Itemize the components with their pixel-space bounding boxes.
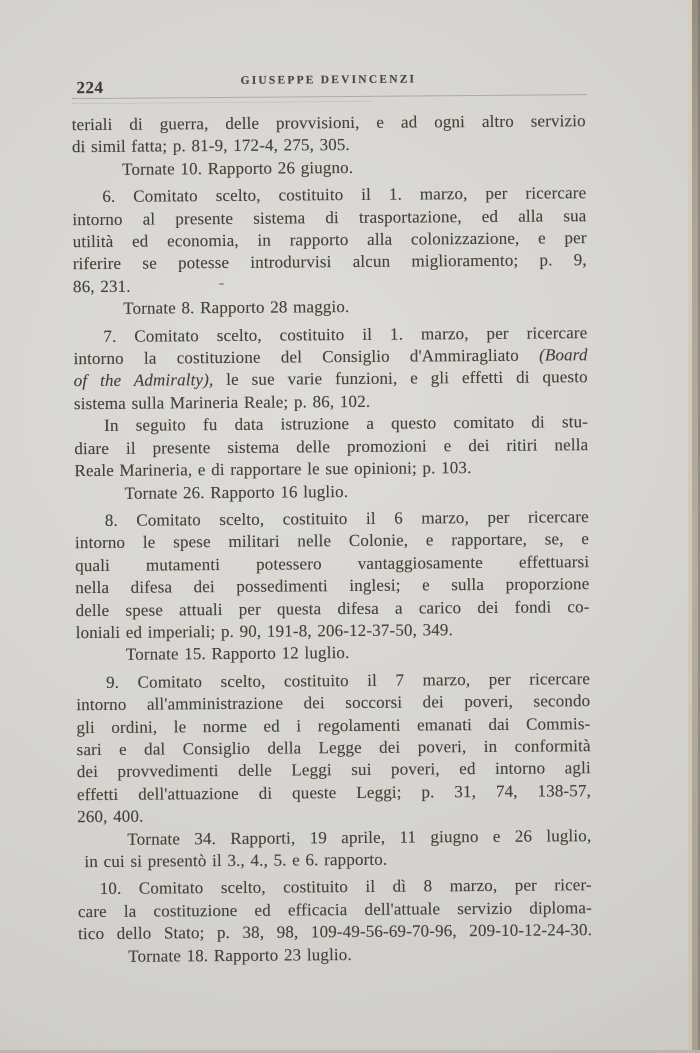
paragraph <box>73 322 588 505</box>
text-run: nella difesa dei possedimenti inglesi; e sulla proporzione <box>75 574 590 598</box>
text-run: 260, 400. <box>77 806 144 827</box>
text-run: intorno all'amministrazione dei soccorsi dei poveri, secondo <box>76 691 591 715</box>
text-run: Tornate 15. Rapporto 12 luglio. <box>125 643 350 665</box>
text-run: riferire se potesse introdurvisi alcun miglioramento; p. 9, <box>72 250 587 274</box>
text-run: di simil fatta; p. 81-9, 172-4, 275, 305. <box>71 135 351 157</box>
text-line <box>74 434 588 460</box>
text-run: Tornate 26. Rapporto 16 luglio. <box>124 481 349 503</box>
text-line <box>76 640 590 666</box>
text-run: 9. Comitato scelto, costituito il 7 marzo, per ricercare <box>106 668 591 692</box>
text-line <box>72 155 586 181</box>
text-run: dei provvedimenti delle Leggi sui poveri, ed intorno agli <box>76 758 591 782</box>
text-run: sari e dal Consiglio della Legge dei poveri, in conformità <box>76 736 591 760</box>
text-run: delle spese attuali per questa difesa a carico dei fondi co- <box>75 596 590 620</box>
paragraph <box>72 110 587 181</box>
text-run: 6. Comitato scelto, costituito il 1. marzo, per ricercare <box>102 183 587 207</box>
page-edge-shadow <box>692 0 700 1050</box>
text-run: loniali ed imperiali; p. 90, 191-8, 206-12-37-50, 349. <box>75 620 454 643</box>
paragraph <box>72 182 587 320</box>
text-line <box>77 780 591 806</box>
text-run: in cui si presentò il 3., 4., 5. e 6. rapporto. <box>84 849 388 872</box>
paragraph <box>78 875 593 969</box>
text-run: intorno la costituzione del Consiglio d'Ammiragliato <box>73 345 540 369</box>
text-run: intorno le spese militari nelle Colonie, e rapportare, se, e <box>74 529 590 553</box>
text-run: utilità ed economia, in rapporto alla colonizzazione, e per <box>72 228 587 252</box>
italic-text-run: of the Admiralty), <box>73 370 214 391</box>
italic-text-run: (Board <box>539 345 588 365</box>
text-line <box>78 919 592 945</box>
text-body <box>72 110 593 968</box>
text-run: tico dello Stato; p. 38, 98, 109-49-56-69-70-96, 209-10-12-24-30. <box>78 920 593 944</box>
page-number: 224 <box>76 77 104 98</box>
text-run: effetti dell'attuazione di queste Leggi; p. 31, 74, 138-57, <box>76 780 592 804</box>
text-run: quali mutamenti potessero vantaggiosamente effettuarsi <box>75 551 590 575</box>
text-run: Tornate 10. Rapporto 26 giugno. <box>122 157 354 179</box>
text-run: 7. Comitato scelto, costituito il 1. marzo, per ricercare <box>103 322 588 346</box>
text-run: intorno al presente sistema di trasportazione, ed alla sua <box>72 205 587 229</box>
text-line <box>77 847 591 873</box>
text-run: 86, 231. <box>72 276 131 297</box>
text-run: 8. Comitato scelto, costituito il 6 marzo, per ricercare <box>104 507 589 530</box>
text-run: le sue varie funzioni, e gli effetti di questo <box>213 367 588 390</box>
text-line <box>72 110 586 136</box>
text-run: In seguito fu data istruzione a questo comitato di stu- <box>104 412 589 436</box>
text-run: 10. Comitato scelto, costituito il dì 8 marzo, per ricer- <box>99 875 592 899</box>
text-run: Tornate 8. Rapporto 28 maggio. <box>123 297 350 319</box>
print-artifact-dot <box>219 283 224 285</box>
text-run: care la costituzione ed efficacia dell'attuale servizio diploma- <box>77 897 592 921</box>
paragraph <box>75 506 590 667</box>
text-run: sistema sulla Marineria Reale; p. 86, 102. <box>73 391 371 414</box>
text-line <box>77 825 591 851</box>
text-run: teriali di guerra, delle provvisioni, e ad ogni altro servizio <box>71 111 586 135</box>
text-run: Tornate 34. Rapporti, 19 aprile, 11 giugno e 26 luglio, <box>127 825 592 849</box>
text-run: diare il presente sistema delle promozioni e dei ritiri nella <box>74 434 589 458</box>
text-line <box>73 294 587 320</box>
paragraph <box>76 668 592 874</box>
text-line <box>78 942 592 968</box>
text-run: Reale Marineria, e di rapportare le sue opinioni; p. 103. <box>74 458 472 481</box>
text-line <box>75 479 589 505</box>
text-line <box>73 250 587 276</box>
text-line <box>75 596 589 622</box>
text-run: gli ordini, le norme ed i regolamenti emanati dai Commis- <box>76 713 591 737</box>
running-header-title: GIUSEPPE DEVINCENZI <box>240 73 417 87</box>
text-run: Tornate 18. Rapporto 23 luglio. <box>128 944 352 966</box>
text-line <box>74 367 588 393</box>
